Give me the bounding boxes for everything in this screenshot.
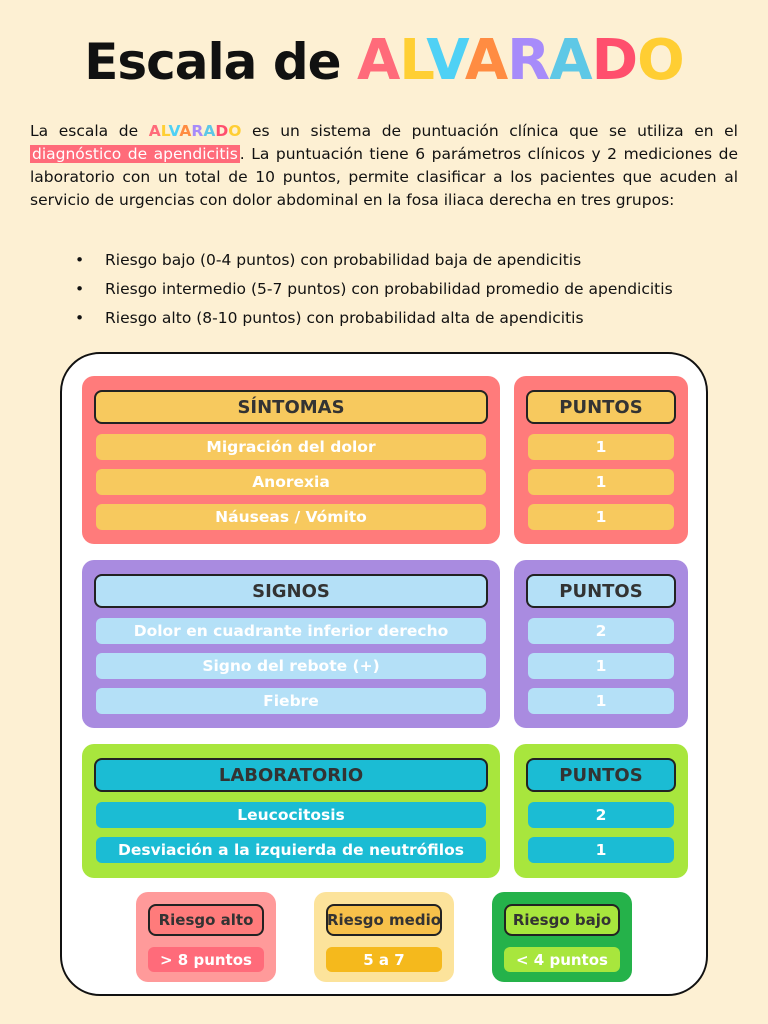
alvarado-letter: L [160, 122, 169, 140]
risk-low-label: Riesgo bajo [504, 904, 620, 936]
alvarado-letter: O [637, 28, 684, 93]
alvarado-letter: A [356, 28, 400, 93]
signos-panel [82, 560, 500, 728]
intro-highlight: diagnóstico de apendicitis [32, 145, 238, 163]
laboratorio-points-row: 2 [528, 802, 674, 828]
alvarado-letter: D [591, 28, 638, 93]
risk-medium-value: 5 a 7 [326, 947, 442, 972]
risk-low-box [492, 892, 632, 982]
alvarado-letter: V [168, 122, 180, 140]
laboratorio-panel [82, 744, 500, 878]
sintomas-points-panel [514, 376, 688, 544]
laboratorio-points-row: 1 [528, 837, 674, 863]
sintomas-panel [82, 376, 500, 544]
intro-text-1: La escala de [30, 122, 149, 140]
sintomas-header: SÍNTOMAS [94, 390, 488, 424]
laboratorio-row: Leucocitosis [96, 802, 486, 828]
laboratorio-points-panel [514, 744, 688, 878]
alvarado-letter: A [179, 122, 192, 140]
alvarado-letter: R [191, 122, 204, 140]
laboratorio-row: Desviación a la izquierda de neutrófilos [96, 837, 486, 863]
signos-header: SIGNOS [94, 574, 488, 608]
sintomas-row: Náuseas / Vómito [96, 504, 486, 530]
intro-text-2: es un sistema de puntuación clínica que se utiliza en el [241, 122, 738, 140]
sintomas-points-row: 1 [528, 504, 674, 530]
risk-medium-box [314, 892, 454, 982]
signos-row: Dolor en cuadrante inferior derecho [96, 618, 486, 644]
alvarado-letter: A [203, 122, 216, 140]
signos-points-panel [514, 560, 688, 728]
alvarado-letter: A [549, 28, 592, 93]
alvarado-letter: D [215, 122, 229, 140]
sintomas-row: Migración del dolor [96, 434, 486, 460]
bullet-item: • Riesgo bajo (0-4 puntos) con probabilidad baja de apendicitis [75, 246, 673, 275]
risk-high-label: Riesgo alto [148, 904, 264, 936]
signos-points-row: 1 [528, 688, 674, 714]
alvarado-letter: O [228, 122, 242, 140]
sintomas-points-header: PUNTOS [526, 390, 676, 424]
sintomas-points-row: 1 [528, 434, 674, 460]
signos-points-row: 1 [528, 653, 674, 679]
alvarado-letter: A [148, 122, 161, 140]
alvarado-letter: R [507, 28, 550, 93]
risk-low-value: < 4 puntos [504, 947, 620, 972]
signos-row: Signo del rebote (+) [96, 653, 486, 679]
risk-bullet-list [75, 246, 673, 333]
signos-row: Fiebre [96, 688, 486, 714]
alvarado-letter: L [399, 28, 427, 93]
intro-paragraph [30, 120, 738, 212]
sintomas-row: Anorexia [96, 469, 486, 495]
alvarado-letter: A [464, 28, 508, 93]
intro-alvarado-word [149, 122, 242, 140]
bullet-item: • Riesgo intermedio (5-7 puntos) con probabilidad promedio de apendicitis [75, 275, 673, 304]
intro-text-3: . La puntuación tiene 6 parámetros clínicos y 2 mediciones de laboratorio con un total de 10 puntos, permite clasificar a los pacientes que acuden al servicio de urgencias con dolor abdominal en la fosa iliaca derecha en tres grupos: [30, 145, 738, 209]
page-title [0, 28, 768, 93]
risk-high-value: > 8 puntos [148, 947, 264, 972]
alvarado-letter: V [426, 28, 465, 93]
risk-high-box [136, 892, 276, 982]
risk-medium-label: Riesgo medio [326, 904, 442, 936]
bullet-item: • Riesgo alto (8-10 puntos) con probabilidad alta de apendicitis [75, 304, 673, 333]
title-prefix: Escala de [84, 33, 357, 91]
title-alvarado-word [356, 28, 684, 93]
signos-points-row: 2 [528, 618, 674, 644]
laboratorio-header: LABORATORIO [94, 758, 488, 792]
sintomas-points-row: 1 [528, 469, 674, 495]
laboratorio-points-header: PUNTOS [526, 758, 676, 792]
signos-points-header: PUNTOS [526, 574, 676, 608]
